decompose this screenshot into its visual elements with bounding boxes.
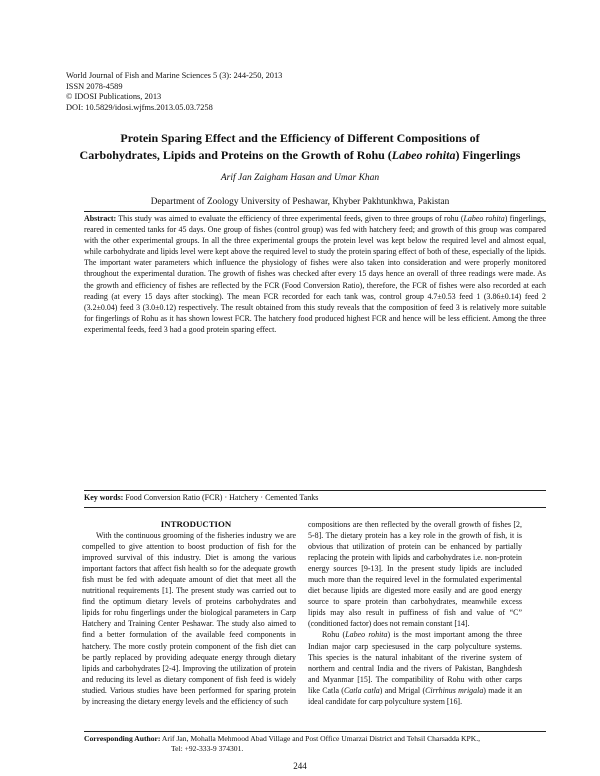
keywords-label: Key words: — [84, 493, 124, 502]
keywords — [84, 493, 546, 502]
abstract-species: Labeo rohita — [463, 214, 505, 223]
p2-text-c: ) made it an ideal candidate for carp polyculture system [16]. — [308, 685, 522, 706]
title-line-2-end: ) Fingerlings — [455, 147, 521, 162]
section-heading-introduction: INTRODUCTION — [160, 519, 232, 529]
authors: Arif Jan Zaigham Hasan and Umar Khan — [220, 173, 380, 183]
abstract-label: Abstract: — [84, 214, 117, 223]
abstract-text-2: ) fingerlings, reared in cemented tanks for 45 days. One group of fishes (control group) was fed with hatchery feed; and growth of this group was compared with the other experimental groups. In all the three experimental groups the protein level was kept below the required level and almost equal, while carbohydrate and lipids level were kept above the required level to study the protein sparing effect of both of these, especially of the lipids. The important water parameters which influence the physiology of fishes were also taken into consideration and were properly monitored throughout the experimental duration. The growth of fishes was checked after every 15 days hence an overall of three readings were made. As the growth and efficiency of fishes are reflected by the FCR (Food Conversion Ratio), therefore, the FCR of fishes were also recorded at each reading (at every 15 days after stocking). The mean FCR recorded for each tank was, control group 4.7±0.53 feed 1 (3.86±0.14) feed 2 (3.2±0.04) feed 3 (3.0±0.12) respectively. The result obtained from this study reveals that the composition of feed 3 is relatively more suitable for fingerlings of Rohu as it has shown lowest FCR. The hatchery food produced highest FCR and hence will be less efficient. Among the three experimental feeds, feed 3 had a good protein sparing effect. — [84, 214, 546, 334]
title-line-2-start: Carbohydrates, Lipids and Proteins on the Growth of Rohu ( — [79, 147, 392, 162]
keywords-bottom-rule — [84, 507, 546, 508]
p2-species-mrigal: Cirrhinus mrigala — [425, 685, 484, 695]
keywords-text: Food Conversion Ratio (FCR) · Hatchery · Cemented Tanks — [123, 493, 319, 502]
left-column — [82, 519, 296, 707]
corresponding-phone: Tel: +92-333-9 374301. — [171, 744, 244, 753]
corresponding-author — [84, 734, 546, 754]
p2-text-b: ) and Mrigal ( — [379, 685, 426, 695]
journal-info — [66, 71, 282, 113]
corresponding-label: Corresponding Author: — [84, 734, 161, 743]
footer-rule — [84, 731, 546, 732]
p2-species-catla: Catla catla — [343, 685, 380, 695]
corresponding-address: Arif Jan, Mohalla Mehmood Abad Village and Post Office Umarzai District and Tehsil Charsadda KPK., — [160, 734, 481, 743]
abstract-top-rule — [84, 211, 546, 212]
abstract-text-1: This study was aimed to evaluate the efficiency of three experimental feeds, given to three groups of rohu ( — [116, 214, 464, 223]
intro-paragraph-1-continued: compositions are then reflected by the overall growth of fishes [2, 5-8]. The dietary protein has a key role in the growth of fish, it is obvious that utilization of protein can be enhanced by partially replacing the protein with lipids and carbohydrates i.e. non-protein energy sources [9-13]. In the present study lipids are included much more than the required level in the formulated experimental diet because lipids are digested more easily and are good energy source to spare protein than carbohydrates, meanwhile excess lipids may also result in puffiness of fish and value of “C” (conditioned factor) does not remain constant [14]. — [308, 520, 522, 629]
p2-text-a: ) is the most important among the three Indian major carp speciesused in the carp polyculture systems. This species is the natural inhabitant of the riverine system of northern and central India and the rivers of Pakistan, Banghdesh and Myanmar [15]. The compatibility of Rohu with other carps like Catla ( — [308, 630, 522, 695]
paper-title — [60, 130, 540, 163]
abstract — [84, 213, 546, 335]
p2-start: Rohu ( — [322, 630, 346, 640]
journal-citation: World Journal of Fish and Marine Sciences 5 (3): 244-250, 2013 — [66, 71, 283, 80]
keywords-top-rule — [84, 490, 546, 491]
title-line-1: Protein Sparing Effect and the Efficiency of Different Compositions of — [120, 131, 480, 145]
title-species-name: Labeo rohita — [391, 147, 456, 162]
journal-issn: ISSN 2078-4589 — [66, 81, 123, 91]
journal-doi: DOI: 10.5829/idosi.wjfms.2013.05.03.7258 — [66, 102, 213, 112]
page-number: 244 — [293, 761, 307, 771]
title-line-2 — [60, 147, 540, 164]
right-column — [308, 519, 522, 707]
intro-paragraph-1: With the continuous grooming of the fisheries industry we are compelled to give attention to boost production of fish for the improved survival of this industry. Diet is among the various important factors that affect fish health so for the adequate growth fish must be fed with adequate amount of diet that meet all the nutritional requirements [1]. The present study was carried out to find the optimum dietary levels of proteins carbohydrates and lipids for rohu fingerlings under the biological parameters in Carp Hatchery and Training Center Peshawar. The study also aimed to find a better formulation of the available feed components in hatchery. The more costly protein component of the fish diet can be partly replaced by providing adequate energy through dietary lipids and carbohydrates [2-4]. Improving the utilization of protein and reducing its level as dietary component of fish feed is widely studied. Various studies have been performed for sparing protein by increasing the dietary energy levels and the efficiency of such — [82, 531, 296, 706]
affiliation: Department of Zoology University of Peshawar, Khyber Pakhtunkhwa, Pakistan — [150, 197, 450, 207]
corresponding-line-1 — [84, 734, 546, 744]
p2-species-rohu: Labeo rohita — [345, 630, 388, 640]
intro-paragraph-2 — [308, 629, 522, 706]
journal-copyright: © IDOSI Publications, 2013 — [66, 92, 162, 102]
